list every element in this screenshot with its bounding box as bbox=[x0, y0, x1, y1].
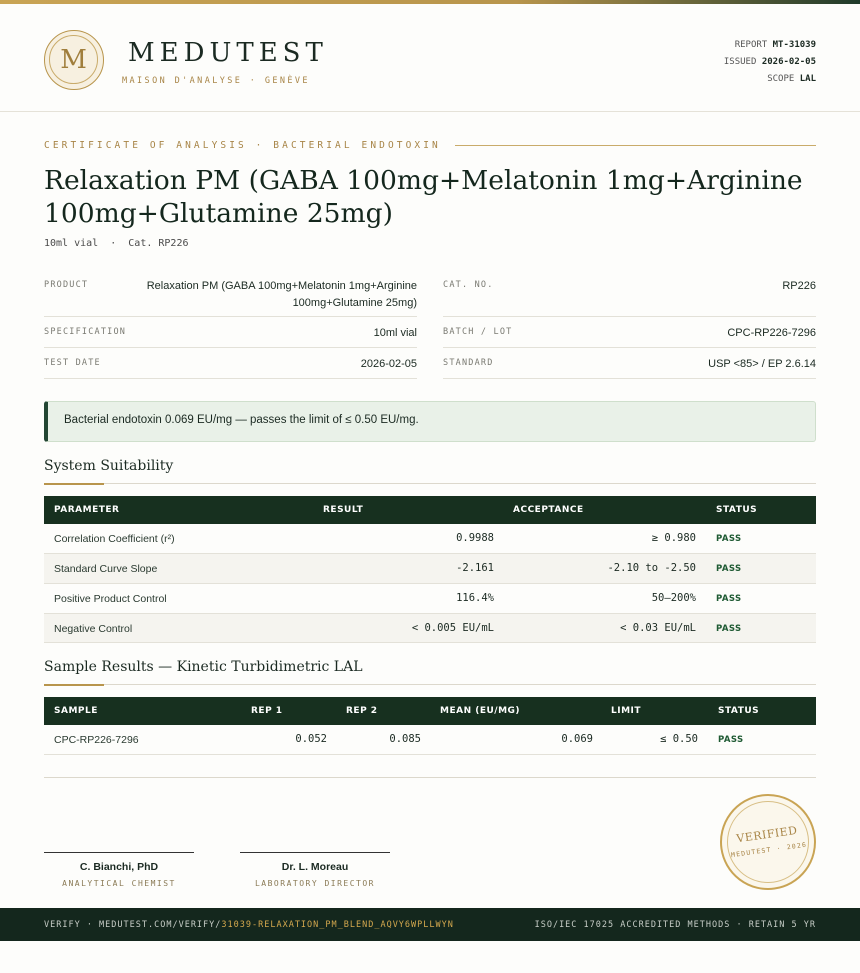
standard-value: USP <85> / EP 2.6.14 bbox=[708, 358, 816, 370]
specification-label: SPECIFICATION bbox=[44, 327, 127, 337]
status-badge: PASS bbox=[718, 735, 744, 745]
standard-label: STANDARD bbox=[443, 358, 494, 368]
report-header bbox=[0, 4, 860, 112]
report-id-line bbox=[724, 37, 816, 54]
table-row bbox=[44, 725, 816, 755]
product-title: Relaxation PM (GABA 100mg+Melatonin 1mg+Arginine 100mg+Glutamine 25mg) bbox=[44, 165, 803, 229]
result-cell: -2.161 bbox=[456, 562, 494, 574]
acceptance-cell: -2.10 to -2.50 bbox=[607, 562, 696, 574]
report-meta bbox=[724, 37, 816, 88]
status-badge: PASS bbox=[716, 564, 742, 574]
col-rep1: REP 1 bbox=[251, 706, 283, 716]
table-row bbox=[44, 584, 816, 614]
stamp-sub-text: MEDUTEST · 2026 bbox=[730, 840, 808, 860]
report-id-label: REPORT bbox=[734, 40, 768, 50]
result-cell: 0.9988 bbox=[456, 532, 494, 544]
brand-logo-seal bbox=[44, 30, 104, 90]
section-accent bbox=[44, 483, 104, 485]
scope-label: SCOPE bbox=[767, 74, 795, 84]
col-rep2: REP 2 bbox=[346, 706, 378, 716]
test-date-label: TEST DATE bbox=[44, 358, 101, 368]
verification-footer bbox=[0, 908, 860, 941]
col-status: STATUS bbox=[718, 706, 760, 716]
section-accent bbox=[44, 684, 104, 686]
info-row-standard bbox=[443, 348, 816, 379]
info-grid-right bbox=[443, 270, 816, 379]
mean-cell: 0.069 bbox=[561, 733, 593, 745]
col-parameter: PARAMETER bbox=[54, 505, 120, 515]
acceptance-cell: < 0.03 EU/mL bbox=[620, 622, 696, 634]
accreditation-note: ISO/IEC 17025 ACCREDITED METHODS · RETAIN 5 YR bbox=[534, 920, 816, 930]
verified-stamp bbox=[714, 788, 822, 896]
brand-logo-letter: M bbox=[49, 35, 98, 84]
verify-prefix: VERIFY · MEDUTEST.COM/VERIFY/ bbox=[44, 920, 222, 930]
cat-no-value: RP226 bbox=[782, 280, 816, 292]
info-row-specification bbox=[44, 317, 417, 348]
verify-code-link[interactable]: 31039-RELAXATION_PM_BLEND_AQVY6WPLLWYN bbox=[221, 920, 454, 930]
brand-name: MEDUTEST bbox=[128, 38, 328, 68]
sample-results-title: Sample Results — Kinetic Turbidimetric LAL bbox=[44, 659, 363, 675]
info-row-test-date bbox=[44, 348, 417, 379]
signature-name: Dr. L. Moreau bbox=[281, 861, 349, 873]
certificate-eyebrow-row bbox=[44, 138, 816, 152]
verdict-banner: Bacterial endotoxin 0.069 EU/mg — passes the limit of ≤ 0.50 EU/mg. bbox=[44, 401, 816, 442]
signature-block-director bbox=[240, 852, 390, 888]
parameter-cell: Standard Curve Slope bbox=[54, 563, 158, 575]
acceptance-cell: 50–200% bbox=[651, 592, 696, 604]
col-limit: LIMIT bbox=[611, 706, 642, 716]
signature-divider bbox=[44, 777, 816, 778]
eyebrow-divider bbox=[455, 145, 816, 146]
limit-cell: ≤ 0.50 bbox=[660, 733, 698, 745]
parameter-cell: Positive Product Control bbox=[54, 593, 167, 605]
col-mean: MEAN (EU/MG) bbox=[440, 706, 521, 716]
batch-value: CPC-RP226-7296 bbox=[727, 327, 816, 339]
test-date-value: 2026-02-05 bbox=[360, 358, 417, 370]
rep2-cell: 0.085 bbox=[389, 733, 421, 745]
product-label: PRODUCT bbox=[44, 280, 89, 290]
stamp-main-text: VERIFIED bbox=[735, 823, 799, 846]
scope-line bbox=[724, 71, 816, 88]
batch-label: BATCH / LOT bbox=[443, 327, 513, 337]
status-badge: PASS bbox=[716, 624, 742, 634]
system-suitability-table bbox=[44, 496, 816, 643]
col-sample: SAMPLE bbox=[54, 706, 98, 716]
table-header bbox=[44, 496, 816, 524]
specification-value: 10ml vial bbox=[373, 327, 417, 339]
brand-tagline: MAISON D'ANALYSE · GENÈVE bbox=[122, 76, 310, 86]
certificate-eyebrow: CERTIFICATE OF ANALYSIS · BACTERIAL ENDOTOXIN bbox=[44, 139, 441, 151]
issued-value: 2026-02-05 bbox=[761, 57, 816, 67]
issued-label: ISSUED bbox=[723, 57, 757, 67]
info-row-batch bbox=[443, 317, 816, 348]
signature-name: C. Bianchi, PhD bbox=[79, 861, 159, 873]
info-row-product bbox=[44, 270, 417, 317]
sample-cell: CPC-RP226-7296 bbox=[54, 734, 139, 746]
acceptance-cell: ≥ 0.980 bbox=[651, 532, 696, 544]
table-row bbox=[44, 524, 816, 554]
result-cell: < 0.005 EU/mL bbox=[411, 622, 494, 634]
rep1-cell: 0.052 bbox=[295, 733, 327, 745]
status-badge: PASS bbox=[716, 534, 742, 544]
table-row bbox=[44, 554, 816, 584]
table-row bbox=[44, 614, 816, 643]
sample-results-heading bbox=[44, 659, 816, 685]
signature-role: LABORATORY DIRECTOR bbox=[254, 879, 375, 888]
col-acceptance: ACCEPTANCE bbox=[513, 505, 584, 515]
col-status: STATUS bbox=[716, 505, 758, 515]
product-value: Relaxation PM (GABA 100mg+Melatonin 1mg+Arginine 100mg+Glutamine 25mg) bbox=[146, 280, 417, 309]
system-suitability-heading bbox=[44, 458, 816, 484]
parameter-cell: Negative Control bbox=[54, 623, 133, 635]
cat-no-label: CAT. NO. bbox=[443, 280, 494, 290]
status-badge: PASS bbox=[716, 594, 742, 604]
system-suitability-title: System Suitability bbox=[44, 458, 174, 474]
report-id-value: MT-31039 bbox=[772, 40, 816, 50]
col-result: RESULT bbox=[323, 505, 364, 515]
info-row-cat-no bbox=[443, 270, 816, 317]
info-grid-left bbox=[44, 270, 417, 379]
scope-value: LAL bbox=[799, 74, 816, 84]
parameter-cell: Correlation Coefficient (r²) bbox=[54, 533, 175, 545]
verify-line bbox=[44, 920, 454, 930]
issued-line bbox=[724, 54, 816, 71]
table-header bbox=[44, 697, 816, 725]
signature-role: ANALYTICAL CHEMIST bbox=[62, 879, 176, 888]
product-subtitle: 10ml vial · Cat. RP226 bbox=[44, 238, 189, 249]
result-cell: 116.4% bbox=[456, 592, 494, 604]
signature-block-chemist bbox=[44, 852, 194, 888]
sample-results-table bbox=[44, 697, 816, 755]
